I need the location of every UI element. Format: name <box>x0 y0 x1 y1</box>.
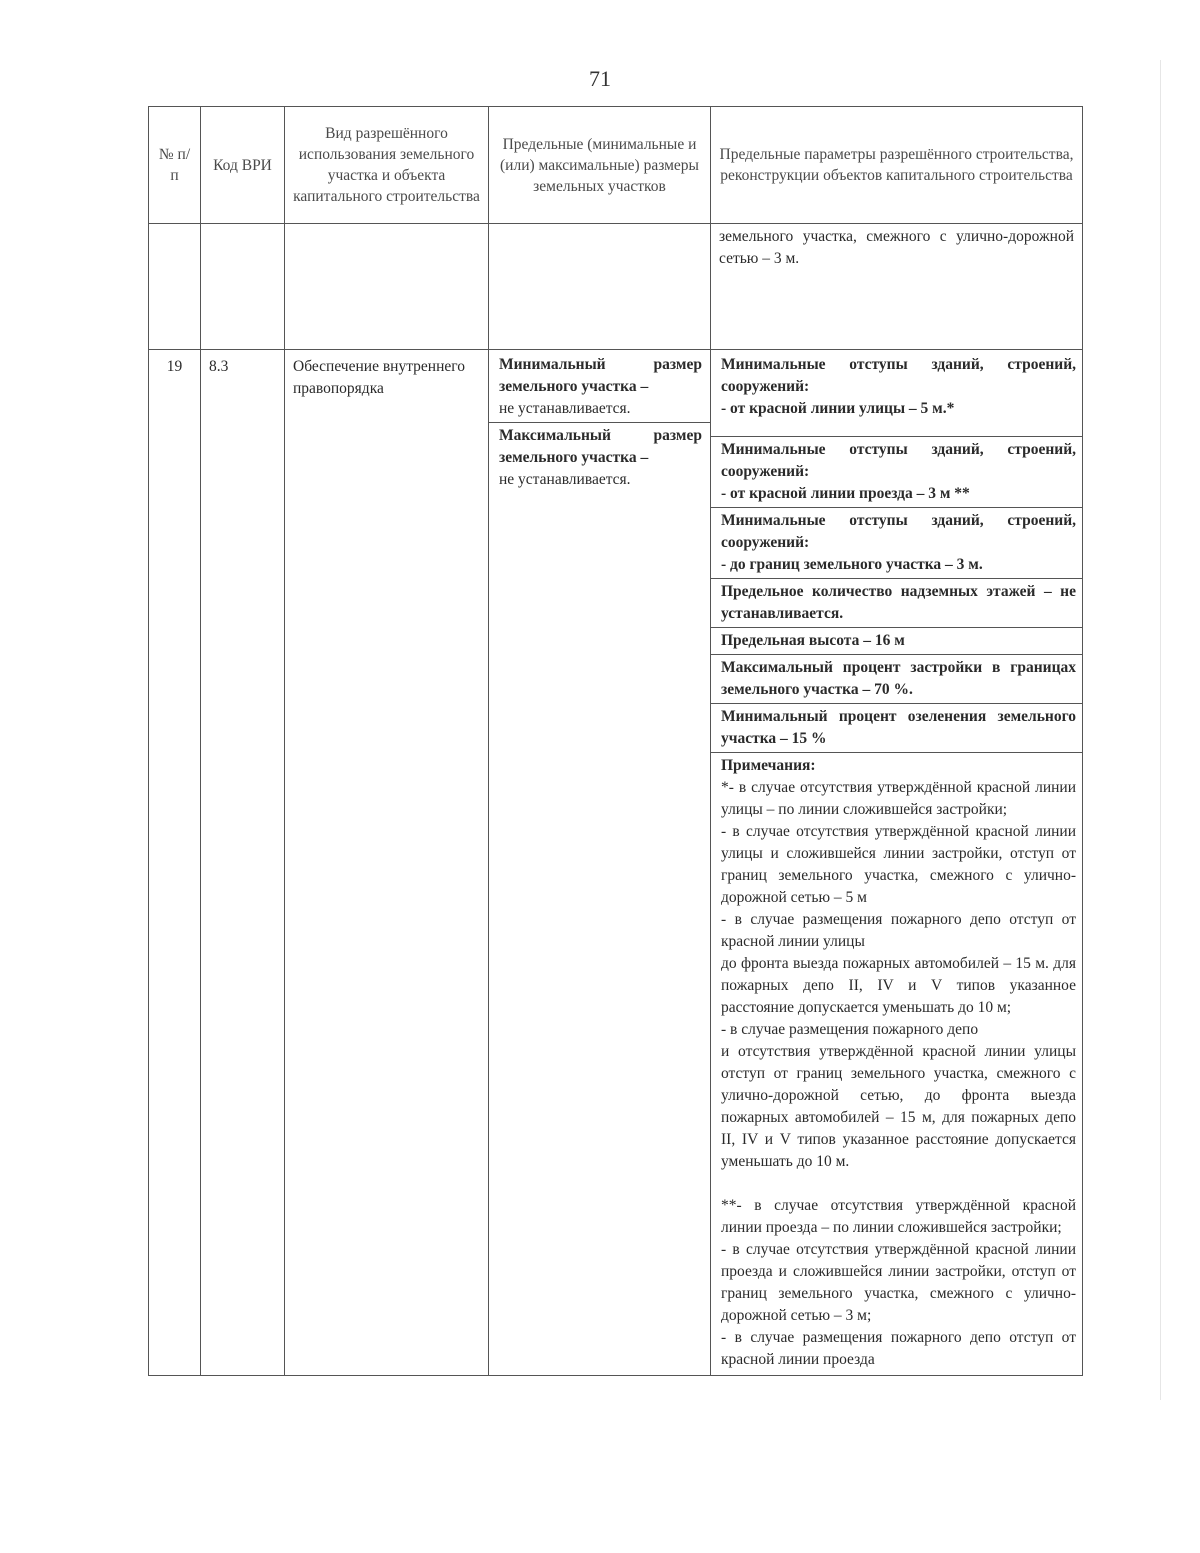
param-item: Минимальные отступы зданий, строений, сооружений: - от красной линии улицы – 5 м.* <box>711 350 1082 437</box>
note-item: - в случае размещения пожарного депо отступ от красной линии улицы <box>721 911 1076 950</box>
note-spacer <box>721 1173 1076 1195</box>
param-item: Предельное количество надземных этажей – не устанавливается. <box>711 579 1082 628</box>
note-item: - в случае отсутствия утверждённой красной линии проезда и сложившейся линии застройки, отступ от границ земельного участка, смежного с улично-дорожной сетью – 3 м; <box>721 1241 1076 1324</box>
cont-plot-sizes-cell <box>489 224 711 350</box>
page-number: 71 <box>589 66 611 91</box>
row19-code: 8.3 <box>201 350 285 1376</box>
note-item: - в случае размещения пожарного депо отступ от красной линии проезда <box>721 1329 1076 1368</box>
header-use-type: Вид разрешённого использования земельного участка и объекта капитального строительства <box>285 107 489 224</box>
cont-params-cell: земельного участка, смежного с улично-дорожной сетью – 3 м. <box>711 224 1083 350</box>
max-size-value: не устанавливается. <box>499 471 631 488</box>
param-item: Предельная высота – 16 м <box>711 628 1082 655</box>
row19-plot-sizes <box>489 350 711 1376</box>
cont-num-cell <box>149 224 201 350</box>
scan-edge-line <box>1160 60 1161 1400</box>
row19-num: 19 <box>149 350 201 1376</box>
table-header-row <box>149 107 1083 224</box>
header-plot-sizes: Предельные (минимальные и (или) максимальные) размеры земельных участков <box>489 107 711 224</box>
param-item: Минимальные отступы зданий, строений, сооружений: - от красной линии проезда – 3 м ** <box>711 437 1082 508</box>
header-num: № п/п <box>149 107 201 224</box>
note-item: - в случае отсутствия утверждённой красной линии улицы и сложившейся линии застройки, отступ от границ земельного участка, смежного с улично-дорожной сетью – 5 м <box>721 823 1076 906</box>
table-row-continuation <box>149 224 1083 350</box>
table-row-19 <box>149 350 1083 1376</box>
param-item: Минимальные отступы зданий, строений, сооружений: - до границ земельного участка – 3 м. <box>711 508 1082 579</box>
max-size-label: Максимальный размер земельного участка – <box>499 427 702 466</box>
note-item: - в случае размещения пожарного депо <box>721 1021 979 1038</box>
land-use-table <box>148 106 1083 1376</box>
notes-title: Примечания: <box>721 757 816 774</box>
note-item: и отсутствия утверждённой красной линии улицы отступ от границ земельного участка, смежного с улично-дорожной сетью, до фронта выезда пожарных автомобилей – 15 м, для пожарных депо II, IV и V типов указанное расстояние допускается уменьшать до 10 м. <box>721 1043 1076 1170</box>
min-size-block <box>489 350 710 423</box>
param-item: Максимальный процент застройки в границах земельного участка – 70 %. <box>711 655 1082 704</box>
min-size-label: Минимальный размер земельного участка – <box>499 356 702 395</box>
cont-code-cell <box>201 224 285 350</box>
cont-use-type-cell <box>285 224 489 350</box>
row19-use-type: Обеспечение внутреннего правопорядка <box>285 350 489 1376</box>
row19-params <box>711 350 1083 1376</box>
header-code: Код ВРИ <box>201 107 285 224</box>
min-size-value: не устанавливается. <box>499 400 631 417</box>
max-size-block <box>489 423 710 493</box>
note-item: **- в случае отсутствия утверждённой красной линии проезда – по линии сложившейся застройки; <box>721 1197 1076 1236</box>
param-item: Минимальный процент озеленения земельного участка – 15 % <box>711 704 1082 753</box>
note-item: до фронта выезда пожарных автомобилей – 15 м. для пожарных депо II, IV и V типов указанное расстояние допускается уменьшать до 10 м; <box>721 955 1076 1016</box>
note-item: *- в случае отсутствия утверждённой красной линии улицы – по линии сложившейся застройки; <box>721 779 1076 818</box>
notes-block <box>711 753 1082 1375</box>
header-params: Предельные параметры разрешённого строительства, реконструкции объектов капитального строительства <box>711 107 1083 224</box>
